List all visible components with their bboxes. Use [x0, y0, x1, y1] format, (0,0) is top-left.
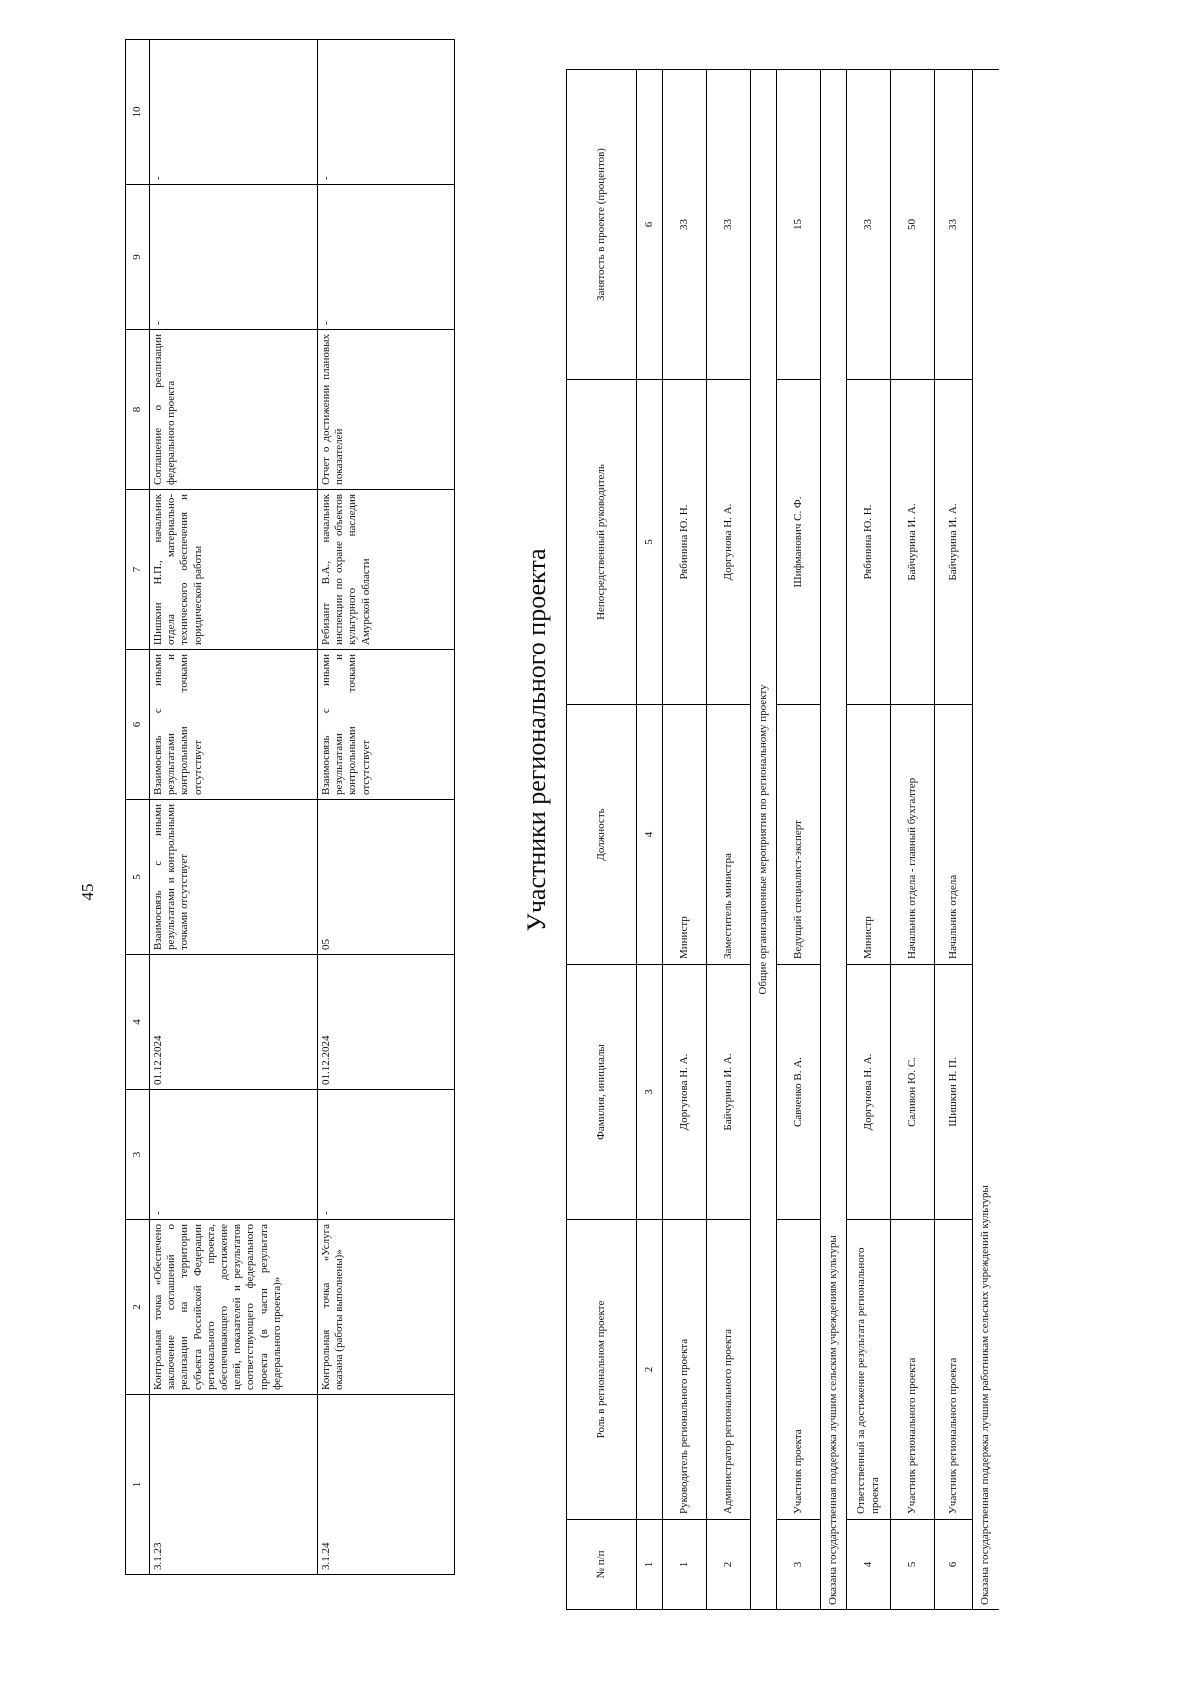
- date-cell: 01.12.2024: [150, 955, 318, 1090]
- row-number: 3.1.23: [150, 1395, 318, 1575]
- section-title: Участники регионального проекта: [522, 548, 551, 932]
- manager-cell: Рябинина Ю. Н.: [663, 380, 707, 705]
- participant-name: Доргунова Н. А.: [663, 965, 707, 1220]
- document-cell: Отчет о достижении плановых показателей: [318, 330, 455, 490]
- header-load: Занятость в проекте (процентов): [567, 70, 637, 380]
- row-no: 6: [935, 1520, 973, 1610]
- row-no: 2: [707, 1520, 751, 1610]
- row-no: 1: [663, 1520, 707, 1610]
- table-row: [318, 40, 455, 1575]
- control-points-table: [125, 40, 455, 1575]
- section-row: [973, 70, 999, 1610]
- column-number: 5: [637, 380, 663, 705]
- section-support-institutions-label: Оказана государственная поддержка лучшим сельским учреждениям культуры: [821, 70, 847, 1610]
- table1-header-cell: 7: [126, 490, 150, 650]
- responsible-cell: Ребизант В.А., начальник инспекции по охране объектов культурного наследия Амурской области: [318, 490, 455, 650]
- section-row: [751, 70, 777, 1610]
- participant-name: Саливон Ю. С.: [891, 965, 935, 1220]
- cell-col10: -: [318, 40, 455, 185]
- table1-header-row: [126, 40, 150, 1575]
- role-cell: Участник проекта: [777, 1220, 821, 1520]
- role-cell: Участник регионального проекта: [935, 1220, 973, 1520]
- participant-name: Шишкин Н. П.: [935, 965, 973, 1220]
- role-cell: Участник регионального проекта: [891, 1220, 935, 1520]
- position-cell: Начальник отдела: [935, 705, 973, 965]
- role-cell: Администратор регионального проекта: [707, 1220, 751, 1520]
- responsible-cell: Шишкин Н.П., начальник отдела материально-технического обеспечения и юридической работы: [150, 490, 318, 650]
- cell-col3: -: [318, 1090, 455, 1220]
- table-row: [707, 70, 751, 1610]
- row-no: 3: [777, 1520, 821, 1610]
- column-number: 2: [637, 1220, 663, 1520]
- manager-cell: Доргунова Н. А.: [707, 380, 751, 705]
- load-cell: 50: [891, 70, 935, 380]
- cell-col5: 05: [318, 800, 455, 955]
- header-manager: Непосредственный руководитель: [567, 380, 637, 705]
- table-row: [935, 70, 973, 1610]
- position-cell: Заместитель министра: [707, 705, 751, 965]
- section-support-workers-label: Оказана государственная поддержка лучшим работникам сельских учреждений культуры: [973, 70, 999, 1610]
- cell-col3: -: [150, 1090, 318, 1220]
- row-no: 4: [847, 1520, 891, 1610]
- role-cell: Руководитель регионального проекта: [663, 1220, 707, 1520]
- position-cell: Министр: [663, 705, 707, 965]
- load-cell: 33: [707, 70, 751, 380]
- document-cell: Соглашение о реализации федерального проекта: [150, 330, 318, 490]
- section-general-label: Общие организационные мероприятия по региональному проекту: [751, 70, 777, 1610]
- control-point-name: Контрольная точка «Услуга оказана (работы выполнены)»: [318, 1220, 455, 1395]
- table1-header-cell: 6: [126, 650, 150, 800]
- participant-name: Доргунова Н. А.: [847, 965, 891, 1220]
- table-row: [663, 70, 707, 1610]
- position-cell: Ведущий специалист-эксперт: [777, 705, 821, 965]
- column-number: 6: [637, 70, 663, 380]
- column-number: 3: [637, 965, 663, 1220]
- section-row: [821, 70, 847, 1610]
- table1-header-cell: 2: [126, 1220, 150, 1395]
- header-position: Должность: [567, 705, 637, 965]
- load-cell: 33: [847, 70, 891, 380]
- table1-header-cell: 9: [126, 185, 150, 330]
- load-cell: 33: [663, 70, 707, 380]
- table1-header-cell: 1: [126, 1395, 150, 1575]
- table1-header-cell: 5: [126, 800, 150, 955]
- manager-cell: Байчурина И. А.: [935, 380, 973, 705]
- row-no: 5: [891, 1520, 935, 1610]
- date-cell: 01.12.2024: [318, 955, 455, 1090]
- cell-col5: Взаимосвязь с иными результатами и контрольными точками отсутствует: [150, 800, 318, 955]
- table-row: [777, 70, 821, 1610]
- cell-col9: -: [150, 185, 318, 330]
- participant-name: Савченко В. А.: [777, 965, 821, 1220]
- cell-col6: Взаимосвязь с иными результатами и контрольными точками отсутствует: [318, 650, 455, 800]
- table1-header-cell: 8: [126, 330, 150, 490]
- table-row: [847, 70, 891, 1610]
- table1-header-cell: 4: [126, 955, 150, 1090]
- table1-header-cell: 3: [126, 1090, 150, 1220]
- load-cell: 33: [935, 70, 973, 380]
- control-point-name: Контрольная точка «Обеспечено заключение соглашений о реализации на территории субъекта Российской Федерации регионального проекта, обеспечивающего достижение целей, показателей и результатов соответствующего федерального проекта (в части результата федерального проекта)»: [150, 1220, 318, 1395]
- column-number: 4: [637, 705, 663, 965]
- header-name: Фамилия, инициалы: [567, 965, 637, 1220]
- table2-numbering-row: [637, 70, 663, 1610]
- table-row: [891, 70, 935, 1610]
- position-cell: Начальник отдела - главный бухгалтер: [891, 705, 935, 965]
- column-number: 1: [637, 1520, 663, 1610]
- table-row: [150, 40, 318, 1575]
- table2-header-row: [567, 70, 637, 1610]
- manager-cell: Рябинина Ю. Н.: [847, 380, 891, 705]
- participant-name: Байчурина И. А.: [707, 965, 751, 1220]
- header-role: Роль в региональном проекте: [567, 1220, 637, 1520]
- cell-col9: -: [318, 185, 455, 330]
- cell-col6: Взаимосвязь с иными результатами и контрольными точками отсутствует: [150, 650, 318, 800]
- row-number: 3.1.24: [318, 1395, 455, 1575]
- manager-cell: Байчурина И. А.: [891, 380, 935, 705]
- role-cell: Ответственный за достижение результата регионального проекта: [847, 1220, 891, 1520]
- cell-col10: -: [150, 40, 318, 185]
- page-number: 45: [78, 883, 97, 901]
- position-cell: Министр: [847, 705, 891, 965]
- table1-header-cell: 10: [126, 40, 150, 185]
- header-number: № п/п: [567, 1520, 637, 1610]
- manager-cell: Шифманович С. Ф.: [777, 380, 821, 705]
- participants-table: [566, 70, 992, 1610]
- load-cell: 15: [777, 70, 821, 380]
